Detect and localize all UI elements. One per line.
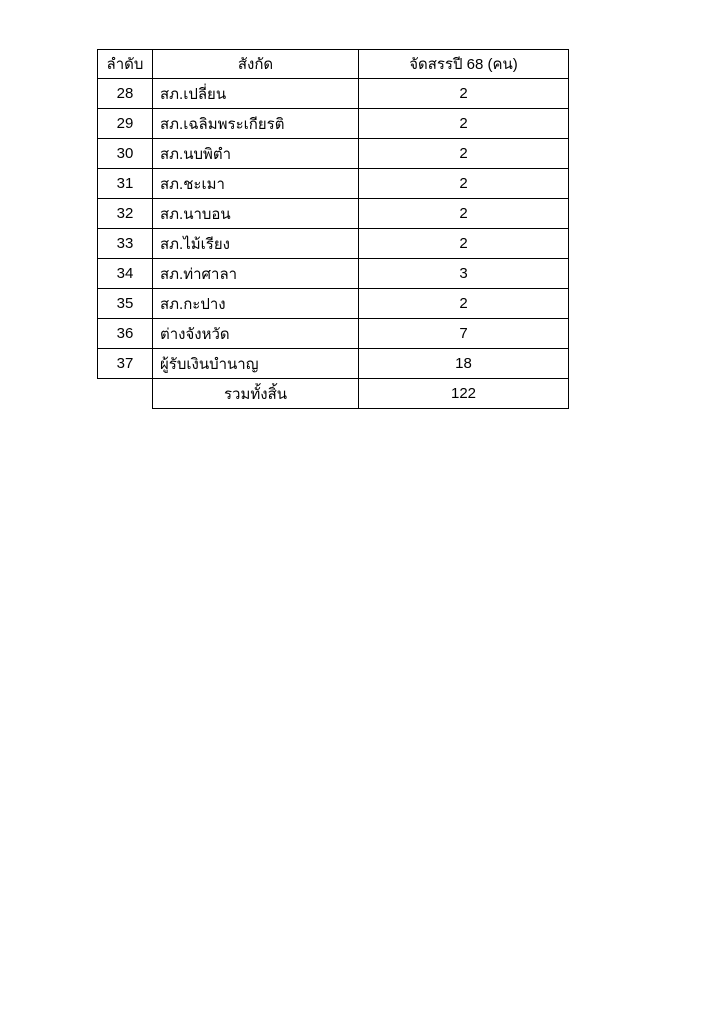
total-empty-cell <box>98 379 153 409</box>
unit-name-cell: สภ.ท่าศาลา <box>153 259 359 289</box>
allocation-value-cell: 2 <box>359 79 569 109</box>
table-row <box>98 79 569 109</box>
table-row <box>98 229 569 259</box>
unit-name-cell: สภ.เปลี่ยน <box>153 79 359 109</box>
total-value-cell: 122 <box>359 379 569 409</box>
table-row <box>98 349 569 379</box>
table-row <box>98 259 569 289</box>
total-label-cell: รวมทั้งสิ้น <box>153 379 359 409</box>
row-number-cell: 33 <box>98 229 153 259</box>
allocation-value-cell: 2 <box>359 139 569 169</box>
allocation-value-cell: 2 <box>359 199 569 229</box>
header-unit: สังกัด <box>153 50 359 79</box>
table-row <box>98 199 569 229</box>
unit-name-cell: ผู้รับเงินบำนาญ <box>153 349 359 379</box>
allocation-value-cell: 2 <box>359 289 569 319</box>
row-number-cell: 32 <box>98 199 153 229</box>
allocation-value-cell: 7 <box>359 319 569 349</box>
row-number-cell: 37 <box>98 349 153 379</box>
row-number-cell: 36 <box>98 319 153 349</box>
table-row <box>98 109 569 139</box>
unit-name-cell: สภ.กะปาง <box>153 289 359 319</box>
allocation-value-cell: 2 <box>359 229 569 259</box>
allocation-value-cell: 3 <box>359 259 569 289</box>
row-number-cell: 31 <box>98 169 153 199</box>
allocation-value-cell: 18 <box>359 349 569 379</box>
row-number-cell: 28 <box>98 79 153 109</box>
row-number-cell: 34 <box>98 259 153 289</box>
header-sequence: ลำดับ <box>98 50 153 79</box>
allocation-value-cell: 2 <box>359 169 569 199</box>
row-number-cell: 30 <box>98 139 153 169</box>
unit-name-cell: สภ.เฉลิมพระเกียรติ <box>153 109 359 139</box>
allocation-table <box>97 49 569 409</box>
header-allocation-year-68: จัดสรรปี 68 (คน) <box>359 50 569 79</box>
table-row <box>98 169 569 199</box>
unit-name-cell: สภ.ไม้เรียง <box>153 229 359 259</box>
table-row <box>98 289 569 319</box>
header-row <box>98 50 569 79</box>
row-number-cell: 29 <box>98 109 153 139</box>
table-body <box>98 79 569 379</box>
allocation-value-cell: 2 <box>359 109 569 139</box>
table-row <box>98 319 569 349</box>
table-row <box>98 139 569 169</box>
unit-name-cell: สภ.นบพิตำ <box>153 139 359 169</box>
row-number-cell: 35 <box>98 289 153 319</box>
unit-name-cell: สภ.นาบอน <box>153 199 359 229</box>
total-row <box>98 379 569 409</box>
unit-name-cell: สภ.ชะเมา <box>153 169 359 199</box>
unit-name-cell: ต่างจังหวัด <box>153 319 359 349</box>
